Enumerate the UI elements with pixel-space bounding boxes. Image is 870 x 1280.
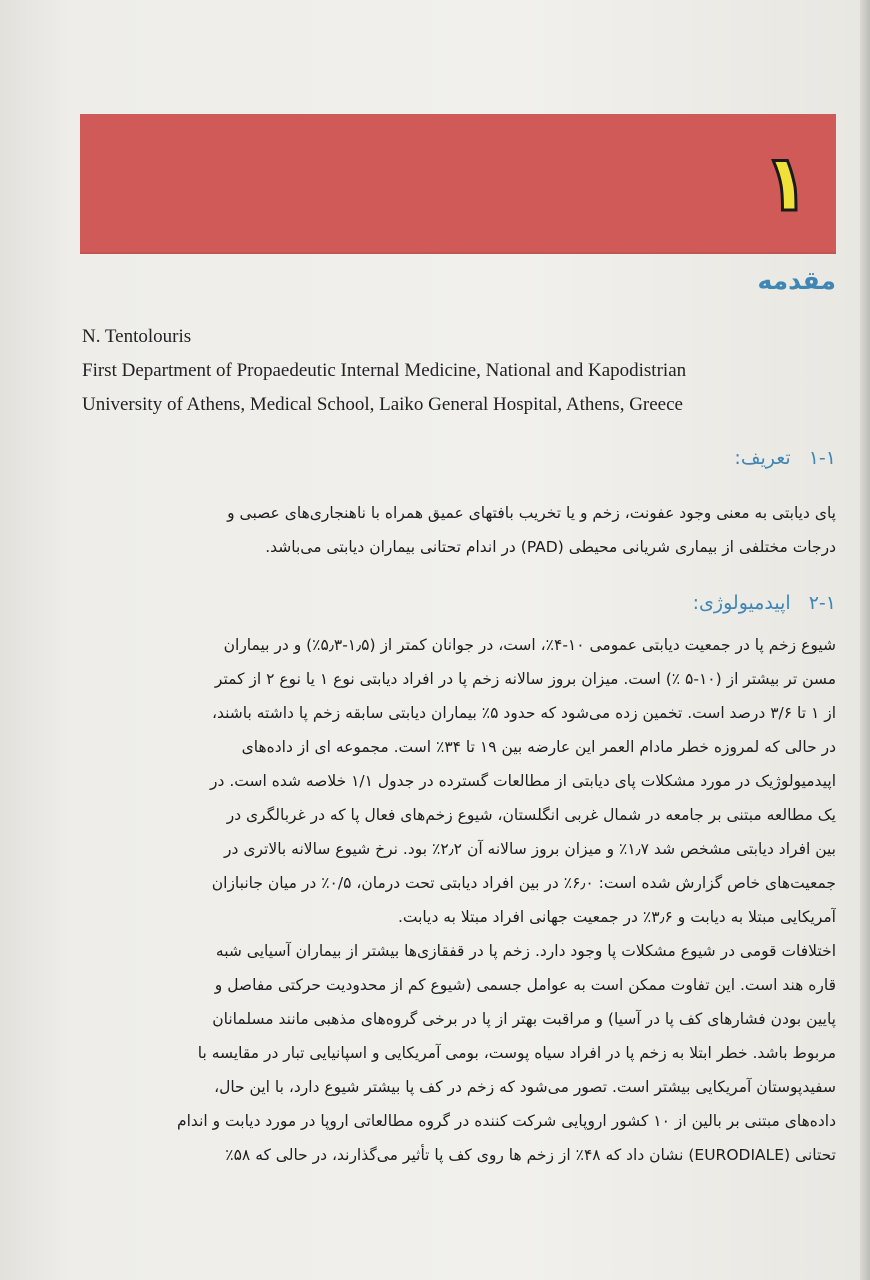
text-line: مسن تر بیشتر از (۱۰-۵ ٪) است. میزان بروز سالانه زخم پا در افراد دیابتی نوع ۱ یا نوع ۲ از کمتر (214, 670, 836, 688)
section-heading-epidemiology (693, 592, 836, 614)
text-line: جمعیت‌های خاص گزارش شده است: ۶٫۰٪ در بین افراد دیابتی تحت درمان، ۰/۵٪ در میان جانبازان (211, 874, 836, 892)
section-title: اپیدمیولوژی: (692, 592, 791, 614)
text-line: بین افراد دیابتی مشخص شد ۱٫۷٪ و میزان بروز سالانه آن ۲٫۲٪ بود. نرخ شیوع سالانه بالاتری در (224, 840, 836, 858)
chapter-banner (80, 114, 836, 254)
text-line: قاره هند است. این تفاوت ممکن است به عوامل جسمی (شیوع کم از محدودیت حرکتی مفاصل و (214, 976, 836, 994)
section-body-epidemiology (76, 628, 836, 1172)
section-number: ۱-۱ (808, 447, 836, 469)
section-heading-definition (734, 447, 836, 469)
chapter-title: مقدمه (757, 266, 836, 295)
text-line: درجات مختلفی از بیماری شریانی محیطی (PAD) در اندام تحتانی بیماران دیابتی می‌باشد. (265, 538, 836, 556)
text-line: پایین بودن فشارهای کف پا در آسیا) و مراقبت بهتر از پا در برخی گروه‌های مذهبی مانند مسلمانان (212, 1010, 836, 1028)
section-title: تعریف: (734, 447, 791, 469)
author-affiliation-line-1: First Department of Propaedeutic Internal Medicine, National and Kapodistrian (82, 360, 687, 381)
author-block (82, 320, 822, 422)
text-line: پای دیابتی به معنی وجود عفونت، زخم و یا تخریب بافتهای عمیق همراه با ناهنجاری‌های عصبی و (227, 504, 836, 522)
chapter-number: ۱ (762, 139, 810, 229)
text-line: تحتانی (EURODIALE) نشان داد که ۴۸٪ از زخم ها روی کف پا تأثیر می‌گذارند، در حالی که ۵۸٪ (225, 1146, 836, 1164)
section-body-definition (76, 496, 836, 564)
section-number: ۲-۱ (808, 592, 836, 614)
text-line: یک مطالعه مبتنی بر جامعه در شمال غربی انگلستان، شیوع زخم‌های فعال پا که در غربالگری در (226, 806, 836, 824)
text-line: مربوط باشد. خطر ابتلا به زخم پا در افراد سیاه پوست، بومی آمریکایی و اسپانیایی تبار در مقایسه با (197, 1044, 836, 1062)
text-line: سفیدپوستان آمریکایی بیشتر است. تصور می‌شود که زخم در کف پا بیشتر شیوع دارد، با این حال، (214, 1078, 836, 1096)
text-line: داده‌های مبتنی بر بالین از ۱۰ کشور اروپایی شرکت کننده در گروه مطالعاتی اروپا در مورد دیابت و اندام (177, 1112, 836, 1130)
author-name: N. Tentolouris (82, 326, 192, 347)
author-affiliation-line-2: University of Athens, Medical School, Laiko General Hospital, Athens, Greece (82, 394, 683, 415)
text-line: شیوع زخم پا در جمعیت دیابتی عمومی ۱۰-۴٪، است، در جوانان کمتر از (۱٫۵-۵٫۳٪) و در بیماران (223, 636, 836, 654)
text-line: آمریکایی مبتلا به دیابت و ۳٫۶٪ در جمعیت جهانی افراد مبتلا به دیابت. (397, 908, 836, 926)
text-line: در حالی که لمروزه خطر مادام العمر این عارضه بین ۱۹ تا ۳۴٪ است. مجموعه ای از داده‌های (241, 738, 836, 756)
text-line: از ۱ تا ۳/۶ درصد است. تخمین زده می‌شود که حدود ۵٪ بیماران دیابتی سابقه زخم پا داشته باشند، (211, 704, 836, 722)
book-spine-shadow (860, 0, 870, 1280)
text-line: اختلافات قومی در شیوع مشکلات پا وجود دارد. زخم پا در قفقازی‌ها بیشتر از بیماران آسیایی شبه (215, 942, 836, 960)
text-line: اپیدمیولوژیک در مورد مشکلات پای دیابتی از مطالعات گسترده در جدول ۱/۱ خلاصه شده است. در (210, 772, 836, 790)
